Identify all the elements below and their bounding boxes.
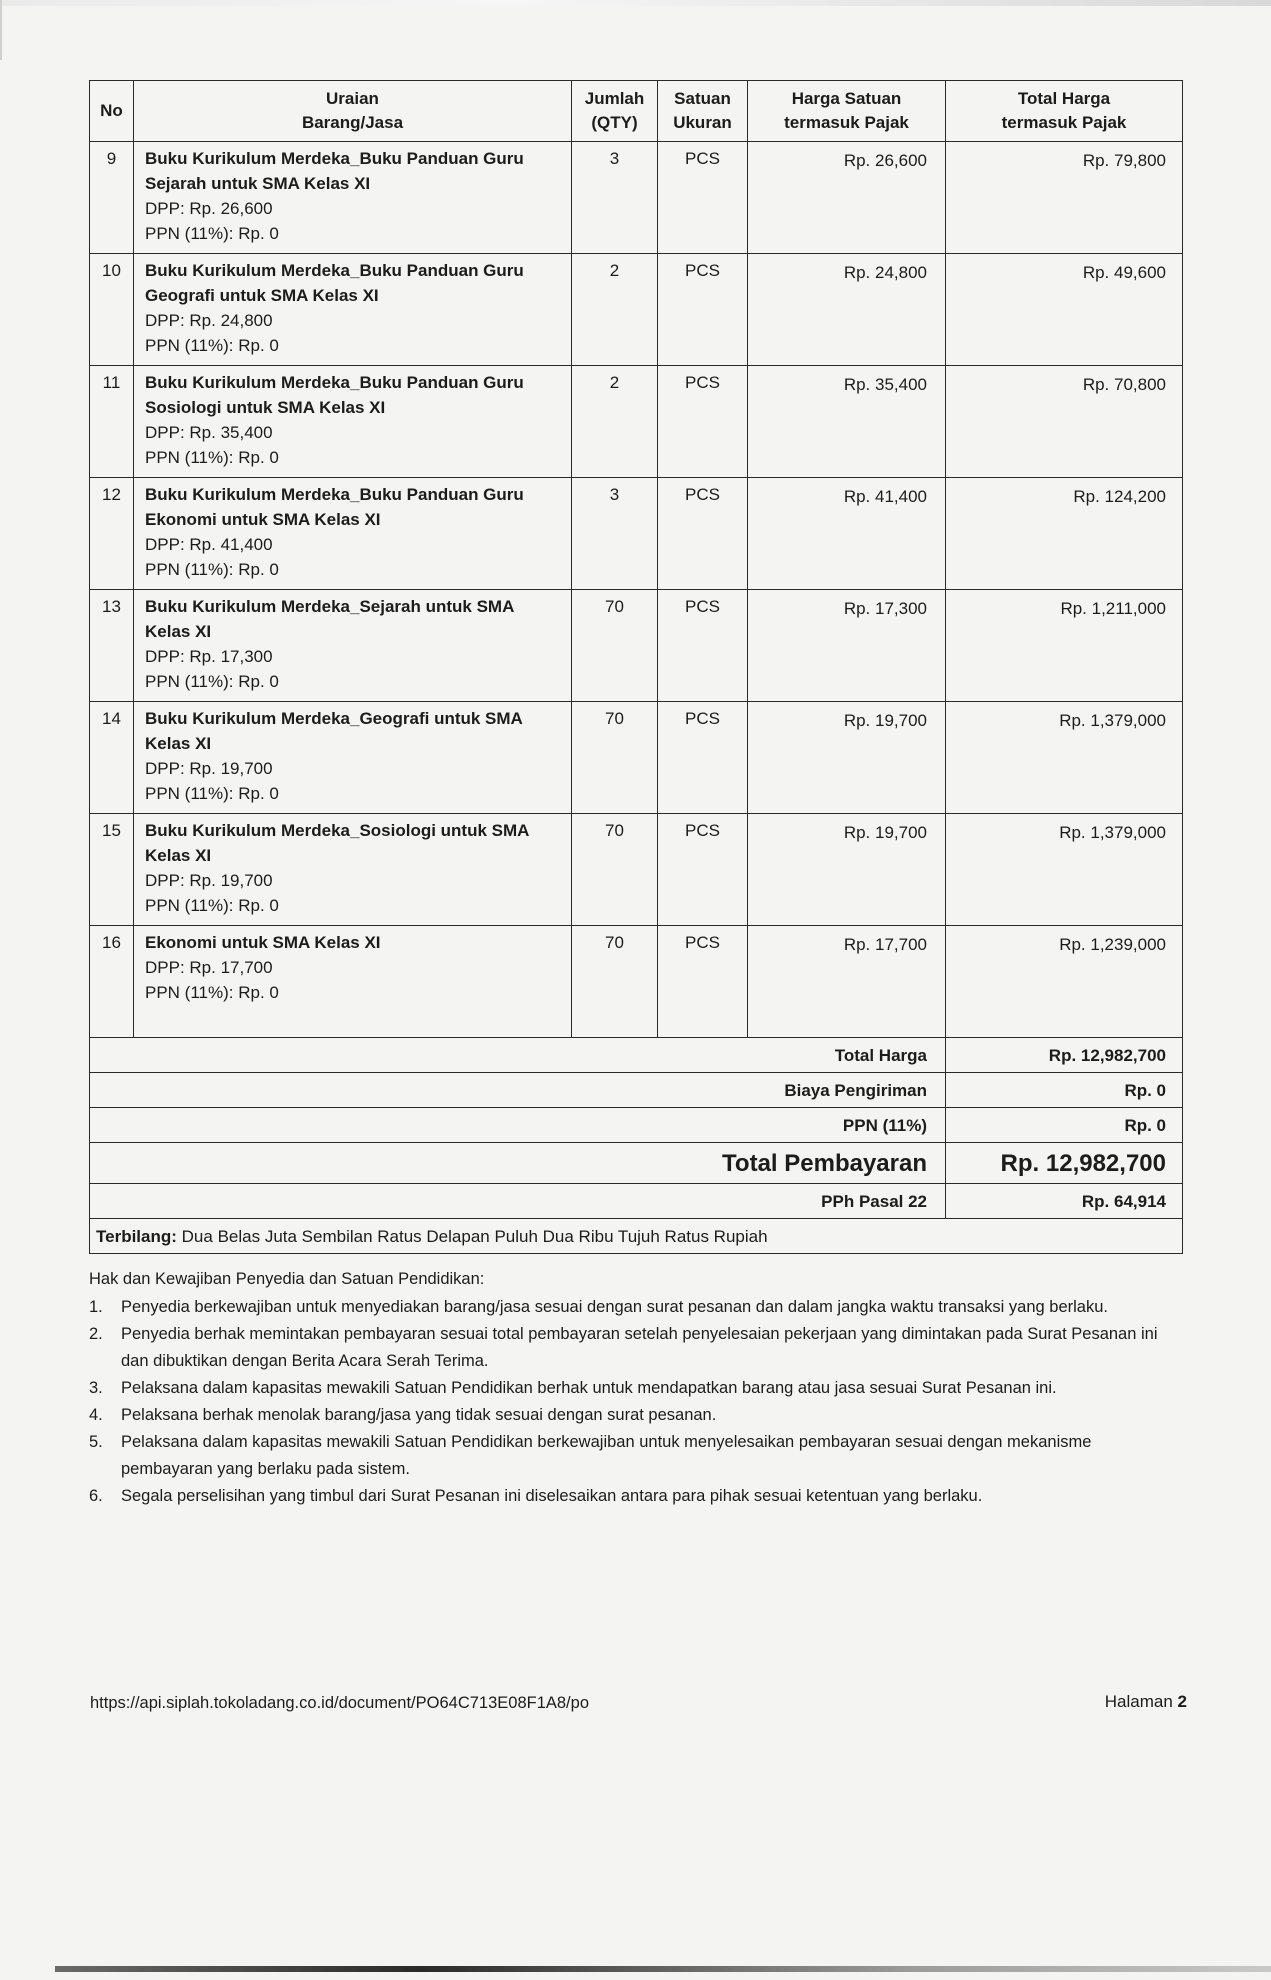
header-total: Total Harga termasuk Pajak — [946, 81, 1183, 142]
header-qty: Jumlah (QTY) — [572, 81, 658, 142]
row-qty: 70 — [572, 590, 658, 702]
row-unit: PCS — [658, 814, 748, 926]
row-qty: 70 — [572, 814, 658, 926]
terbilang-text: Dua Belas Juta Sembilan Ratus Delapan Puluh Dua Ribu Tujuh Ratus Rupiah — [181, 1226, 768, 1246]
terms-list — [89, 1294, 1182, 1510]
table-header-row — [90, 81, 1183, 142]
row-number: 11 — [90, 366, 134, 478]
row-description — [134, 814, 572, 926]
document-url: https://api.siplah.tokoladang.co.id/document/PO64C713E08F1A8/po — [90, 1694, 589, 1712]
item-name: Buku Kurikulum Merdeka_Sosiologi untuk SMA Kelas XI — [145, 821, 529, 865]
pph-row — [90, 1184, 1183, 1219]
row-number: 15 — [90, 814, 134, 926]
row-number: 13 — [90, 590, 134, 702]
ppn-label: PPN (11%) — [90, 1108, 946, 1143]
terms-item-text: Pelaksana dalam kapasitas mewakili Satuan Pendidikan berhak untuk mendapatkan barang atau jasa sesuai Surat Pesanan ini. — [121, 1379, 1057, 1397]
row-description — [134, 590, 572, 702]
row-number: 9 — [90, 142, 134, 254]
item-dpp: DPP: Rp. 17,700 — [145, 958, 273, 977]
item-ppn: PPN (11%): Rp. 0 — [145, 448, 279, 467]
row-unit: PCS — [658, 702, 748, 814]
item-dpp: DPP: Rp. 26,600 — [145, 199, 273, 218]
item-name: Buku Kurikulum Merdeka_Buku Panduan Guru Sosiologi untuk SMA Kelas XI — [145, 373, 524, 417]
header-unit: Satuan Ukuran — [658, 81, 748, 142]
row-total-price: Rp. 1,379,000 — [946, 814, 1183, 926]
row-qty: 3 — [572, 142, 658, 254]
terms-item — [89, 1429, 1182, 1483]
terbilang-row — [90, 1219, 1183, 1254]
pph-value: Rp. 64,914 — [946, 1184, 1183, 1219]
item-name: Ekonomi untuk SMA Kelas XI — [145, 933, 381, 952]
row-qty: 70 — [572, 926, 658, 1038]
item-dpp: DPP: Rp. 24,800 — [145, 311, 273, 330]
row-total-price: Rp. 124,200 — [946, 478, 1183, 590]
terms-item-text: Penyedia berkewajiban untuk menyediakan barang/jasa sesuai dengan surat pesanan dan dalam jangka waktu transaksi yang berlaku. — [121, 1298, 1108, 1316]
table-row — [90, 142, 1183, 254]
item-ppn: PPN (11%): Rp. 0 — [145, 983, 279, 1002]
total-pembayaran-value: Rp. 12,982,700 — [946, 1143, 1183, 1184]
total-harga-label: Total Harga — [90, 1038, 946, 1073]
scan-edge-left — [0, 0, 2, 60]
total-pembayaran-row — [90, 1143, 1183, 1184]
item-dpp: DPP: Rp. 35,400 — [145, 423, 273, 442]
row-number: 14 — [90, 702, 134, 814]
item-dpp: DPP: Rp. 19,700 — [145, 871, 273, 890]
biaya-pengiriman-label: Biaya Pengiriman — [90, 1073, 946, 1108]
table-row — [90, 254, 1183, 366]
row-description — [134, 926, 572, 1038]
row-unit-price: Rp. 17,300 — [748, 590, 946, 702]
terms-item — [89, 1402, 1182, 1429]
row-description — [134, 142, 572, 254]
row-total-price: Rp. 1,211,000 — [946, 590, 1183, 702]
item-ppn: PPN (11%): Rp. 0 — [145, 336, 279, 355]
row-description — [134, 366, 572, 478]
row-description — [134, 478, 572, 590]
ppn-value: Rp. 0 — [946, 1108, 1183, 1143]
terms-item-number: 2. — [89, 1325, 103, 1343]
row-total-price: Rp. 49,600 — [946, 254, 1183, 366]
row-qty: 70 — [572, 702, 658, 814]
row-unit-price: Rp. 19,700 — [748, 702, 946, 814]
table-row — [90, 366, 1183, 478]
table-row — [90, 926, 1183, 1038]
page-number: 2 — [1177, 1692, 1187, 1711]
terms-item-text: Pelaksana dalam kapasitas mewakili Satuan Pendidikan berkewajiban untuk menyelesaikan pembayaran sesuai dengan mekanisme pembayaran yang berlaku pada sistem. — [121, 1433, 1092, 1478]
header-price: Harga Satuan termasuk Pajak — [748, 81, 946, 142]
pph-label: PPh Pasal 22 — [90, 1184, 946, 1219]
row-number: 12 — [90, 478, 134, 590]
header-no: No — [90, 81, 134, 142]
row-unit: PCS — [658, 254, 748, 366]
terms-item-number: 5. — [89, 1433, 103, 1451]
terms-item-text: Pelaksana berhak menolak barang/jasa yang tidak sesuai dengan surat pesanan. — [121, 1406, 717, 1424]
row-qty: 2 — [572, 254, 658, 366]
row-unit-price: Rp. 41,400 — [748, 478, 946, 590]
item-rows — [90, 142, 1183, 1038]
row-total-price: Rp. 79,800 — [946, 142, 1183, 254]
terms-item-text: Penyedia berhak memintakan pembayaran sesuai total pembayaran setelah penyelesaian pekerjaan yang dimintakan pada Surat Pesanan ini dan dibuktikan dengan Berita Acara Serah Terima. — [121, 1325, 1158, 1370]
row-number: 10 — [90, 254, 134, 366]
order-items-table — [89, 80, 1183, 1254]
item-name: Buku Kurikulum Merdeka_Geografi untuk SMA Kelas XI — [145, 709, 523, 753]
total-harga-row — [90, 1038, 1183, 1073]
biaya-pengiriman-row — [90, 1073, 1183, 1108]
terms-title: Hak dan Kewajiban Penyedia dan Satuan Pendidikan: — [89, 1270, 485, 1288]
item-name: Buku Kurikulum Merdeka_Buku Panduan Guru Geografi untuk SMA Kelas XI — [145, 261, 524, 305]
row-total-price: Rp. 70,800 — [946, 366, 1183, 478]
table-row — [90, 478, 1183, 590]
table-row — [90, 814, 1183, 926]
item-ppn: PPN (11%): Rp. 0 — [145, 784, 279, 803]
scan-edge-top — [0, 0, 1271, 6]
row-number: 16 — [90, 926, 134, 1038]
table-row — [90, 702, 1183, 814]
table-row — [90, 590, 1183, 702]
terbilang-cell — [90, 1219, 1183, 1254]
terms-item-text: Segala perselisihan yang timbul dari Surat Pesanan ini diselesaikan antara para pihak sesuai ketentuan yang berlaku. — [121, 1487, 983, 1505]
page-label: Halaman — [1104, 1692, 1173, 1711]
terms-item — [89, 1294, 1182, 1321]
row-unit-price: Rp. 19,700 — [748, 814, 946, 926]
row-unit-price: Rp. 26,600 — [748, 142, 946, 254]
terms-item-number: 1. — [89, 1298, 103, 1316]
total-harga-value: Rp. 12,982,700 — [946, 1038, 1183, 1073]
row-unit-price: Rp. 17,700 — [748, 926, 946, 1038]
row-unit: PCS — [658, 590, 748, 702]
terms-item-number: 6. — [89, 1487, 103, 1505]
row-unit: PCS — [658, 478, 748, 590]
item-name: Buku Kurikulum Merdeka_Sejarah untuk SMA Kelas XI — [145, 597, 514, 641]
item-name: Buku Kurikulum Merdeka_Buku Panduan Guru Ekonomi untuk SMA Kelas XI — [145, 485, 524, 529]
item-dpp: DPP: Rp. 41,400 — [145, 535, 273, 554]
scan-edge-bottom — [55, 1966, 1271, 1972]
row-total-price: Rp. 1,379,000 — [946, 702, 1183, 814]
total-pembayaran-label: Total Pembayaran — [90, 1143, 946, 1184]
terms-item — [89, 1375, 1182, 1402]
terms-section — [89, 1266, 1182, 1510]
row-description — [134, 702, 572, 814]
item-dpp: DPP: Rp. 19,700 — [145, 759, 273, 778]
row-qty: 3 — [572, 478, 658, 590]
row-total-price: Rp. 1,239,000 — [946, 926, 1183, 1038]
row-description — [134, 254, 572, 366]
row-unit: PCS — [658, 366, 748, 478]
biaya-pengiriman-value: Rp. 0 — [946, 1073, 1183, 1108]
item-name: Buku Kurikulum Merdeka_Buku Panduan Guru Sejarah untuk SMA Kelas XI — [145, 149, 524, 193]
row-unit: PCS — [658, 142, 748, 254]
row-qty: 2 — [572, 366, 658, 478]
header-desc: Uraian Barang/Jasa — [134, 81, 572, 142]
row-unit: PCS — [658, 926, 748, 1038]
terms-item-number: 3. — [89, 1379, 103, 1397]
row-unit-price: Rp. 24,800 — [748, 254, 946, 366]
terms-item — [89, 1483, 1182, 1510]
page-indicator — [1105, 1692, 1187, 1712]
terms-item-number: 4. — [89, 1406, 103, 1424]
item-ppn: PPN (11%): Rp. 0 — [145, 560, 279, 579]
item-dpp: DPP: Rp. 17,300 — [145, 647, 273, 666]
item-ppn: PPN (11%): Rp. 0 — [145, 224, 279, 243]
item-ppn: PPN (11%): Rp. 0 — [145, 672, 279, 691]
ppn-row — [90, 1108, 1183, 1143]
item-ppn: PPN (11%): Rp. 0 — [145, 896, 279, 915]
row-unit-price: Rp. 35,400 — [748, 366, 946, 478]
terms-item — [89, 1321, 1182, 1375]
terbilang-label: Terbilang: — [96, 1226, 177, 1246]
